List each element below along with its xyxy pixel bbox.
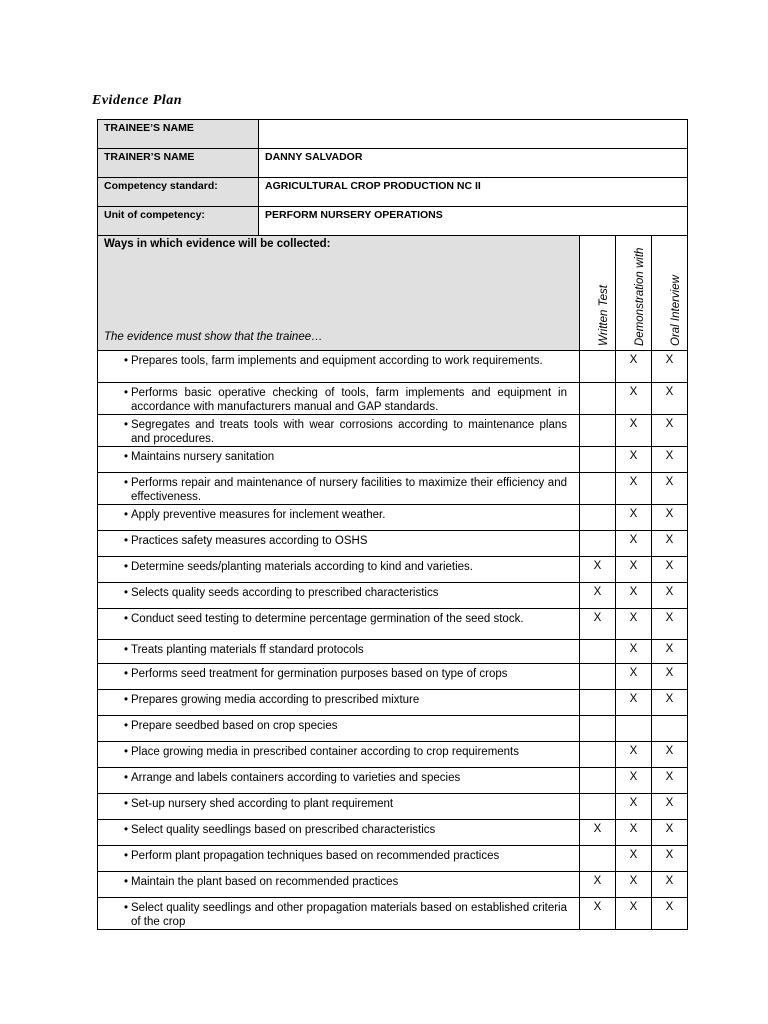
method-oral-interview-header bbox=[652, 236, 688, 351]
written-test-mark bbox=[580, 415, 616, 447]
oral-interview-mark: X bbox=[652, 609, 688, 640]
evidence-item-row bbox=[98, 557, 688, 583]
evidence-item-cell bbox=[98, 846, 580, 872]
evidence-item-text: Performs seed treatment for germination purposes based on type of crops bbox=[131, 668, 508, 680]
evidence-item-row bbox=[98, 794, 688, 820]
demonstration-mark: X bbox=[616, 609, 652, 640]
evidence-item-cell bbox=[98, 557, 580, 583]
evidence-item-row bbox=[98, 415, 688, 447]
evidence-item-cell bbox=[98, 898, 580, 930]
ways-heading: Ways in which evidence will be collected: bbox=[104, 238, 331, 250]
method-demonstration-label: Demonstration with bbox=[633, 247, 646, 346]
demonstration-mark: X bbox=[616, 640, 652, 664]
method-oral-interview-label: Oral Interview bbox=[669, 275, 682, 346]
written-test-mark bbox=[580, 473, 616, 505]
evidence-item-cell bbox=[98, 872, 580, 898]
evidence-item-text: Maintain the plant based on recommended practices bbox=[131, 876, 399, 888]
evidence-item-row bbox=[98, 383, 688, 415]
written-test-mark: X bbox=[580, 609, 616, 640]
bullet-icon: • bbox=[124, 387, 129, 399]
evidence-item-text: Select quality seedlings and other propagation materials based on established criteria of the crop bbox=[131, 902, 567, 928]
demonstration-mark: X bbox=[616, 583, 652, 609]
oral-interview-mark: X bbox=[652, 505, 688, 531]
evidence-item-row bbox=[98, 583, 688, 609]
bullet-icon: • bbox=[124, 772, 129, 784]
evidence-item-cell bbox=[98, 505, 580, 531]
bullet-icon: • bbox=[124, 668, 129, 680]
oral-interview-mark: X bbox=[652, 557, 688, 583]
evidence-item-row bbox=[98, 820, 688, 846]
evidence-item-text: Prepares tools, farm implements and equipment according to work requirements. bbox=[131, 355, 543, 367]
page-title: Evidence Plan bbox=[92, 93, 183, 108]
evidence-item-cell bbox=[98, 473, 580, 505]
evidence-item-row bbox=[98, 609, 688, 640]
oral-interview-mark: X bbox=[652, 846, 688, 872]
evidence-item-row bbox=[98, 447, 688, 473]
evidence-item-row bbox=[98, 768, 688, 794]
oral-interview-mark: X bbox=[652, 351, 688, 383]
evidence-item-text: Prepare seedbed based on crop species bbox=[131, 720, 338, 732]
bullet-icon: • bbox=[124, 477, 129, 489]
evidence-item-text: Set-up nursery shed according to plant requirement bbox=[131, 798, 394, 810]
bullet-icon: • bbox=[124, 419, 129, 431]
evidence-item-text: Performs basic operative checking of tools, farm implements and equipment in accordance with manufacturers manual and GAP standards. bbox=[131, 387, 567, 413]
written-test-mark bbox=[580, 794, 616, 820]
oral-interview-mark: X bbox=[652, 664, 688, 690]
written-test-mark bbox=[580, 383, 616, 415]
bullet-icon: • bbox=[124, 451, 129, 463]
evidence-item-text: Practices safety measures according to OSHS bbox=[131, 535, 368, 547]
demonstration-mark: X bbox=[616, 742, 652, 768]
oral-interview-mark: X bbox=[652, 473, 688, 505]
written-test-mark bbox=[580, 664, 616, 690]
evidence-item-text: Arrange and labels containers according to varieties and species bbox=[131, 772, 461, 784]
competency-standard-value: AGRICULTURAL CROP PRODUCTION NC II bbox=[259, 178, 688, 207]
demonstration-mark: X bbox=[616, 794, 652, 820]
demonstration-mark: X bbox=[616, 505, 652, 531]
evidence-item-row bbox=[98, 531, 688, 557]
method-written-test-label: Written Test bbox=[597, 285, 610, 346]
evidence-item-cell bbox=[98, 716, 580, 742]
evidence-item-cell bbox=[98, 820, 580, 846]
evidence-item-cell bbox=[98, 351, 580, 383]
evidence-item-cell bbox=[98, 664, 580, 690]
bullet-icon: • bbox=[124, 902, 129, 914]
demonstration-mark: X bbox=[616, 415, 652, 447]
ways-header-row bbox=[98, 236, 688, 351]
info-row-unit bbox=[98, 207, 688, 236]
evidence-item-text: Prepares growing media according to prescribed mixture bbox=[131, 694, 420, 706]
written-test-mark: X bbox=[580, 557, 616, 583]
evidence-item-cell bbox=[98, 383, 580, 415]
unit-of-competency-value: PERFORM NURSERY OPERATIONS bbox=[259, 207, 688, 236]
bullet-icon: • bbox=[124, 355, 129, 367]
evidence-item-row bbox=[98, 898, 688, 930]
evidence-item-row bbox=[98, 351, 688, 383]
written-test-mark bbox=[580, 742, 616, 768]
written-test-mark bbox=[580, 351, 616, 383]
trainer-name-label: TRAINER’S NAME bbox=[98, 149, 259, 178]
evidence-item-text: Determine seeds/planting materials according to kind and varieties. bbox=[131, 561, 473, 573]
evidence-item-row bbox=[98, 872, 688, 898]
written-test-mark bbox=[580, 640, 616, 664]
demonstration-mark: X bbox=[616, 690, 652, 716]
oral-interview-mark: X bbox=[652, 383, 688, 415]
trainee-name-value bbox=[259, 120, 688, 149]
oral-interview-mark: X bbox=[652, 742, 688, 768]
written-test-mark bbox=[580, 690, 616, 716]
evidence-item-text: Perform plant propagation techniques based on recommended practices bbox=[131, 850, 500, 862]
demonstration-mark: X bbox=[616, 898, 652, 930]
evidence-item-row bbox=[98, 846, 688, 872]
demonstration-mark: X bbox=[616, 664, 652, 690]
evidence-item-cell bbox=[98, 742, 580, 768]
evidence-item-row bbox=[98, 716, 688, 742]
oral-interview-mark: X bbox=[652, 898, 688, 930]
evidence-item-text: Treats planting materials ff standard protocols bbox=[131, 644, 364, 656]
evidence-item-row bbox=[98, 640, 688, 664]
method-written-test-header bbox=[580, 236, 616, 351]
evidence-item-cell bbox=[98, 794, 580, 820]
demonstration-mark: X bbox=[616, 531, 652, 557]
demonstration-mark: X bbox=[616, 383, 652, 415]
bullet-icon: • bbox=[124, 644, 129, 656]
demonstration-mark: X bbox=[616, 768, 652, 794]
demonstration-mark: X bbox=[616, 872, 652, 898]
demonstration-mark: X bbox=[616, 351, 652, 383]
oral-interview-mark bbox=[652, 716, 688, 742]
bullet-icon: • bbox=[124, 798, 129, 810]
demonstration-mark: X bbox=[616, 447, 652, 473]
written-test-mark bbox=[580, 531, 616, 557]
written-test-mark bbox=[580, 716, 616, 742]
demonstration-mark bbox=[616, 716, 652, 742]
evidence-item-cell bbox=[98, 447, 580, 473]
written-test-mark bbox=[580, 447, 616, 473]
oral-interview-mark: X bbox=[652, 820, 688, 846]
oral-interview-mark: X bbox=[652, 415, 688, 447]
evidence-item-text: Place growing media in prescribed container according to crop requirements bbox=[131, 746, 520, 758]
bullet-icon: • bbox=[124, 509, 129, 521]
evidence-item-cell bbox=[98, 690, 580, 716]
bullet-icon: • bbox=[124, 587, 129, 599]
bullet-icon: • bbox=[124, 535, 129, 547]
evidence-item-cell bbox=[98, 415, 580, 447]
bullet-icon: • bbox=[124, 720, 129, 732]
evidence-item-text: Apply preventive measures for inclement weather. bbox=[131, 509, 386, 521]
oral-interview-mark: X bbox=[652, 768, 688, 794]
trainee-name-label: TRAINEE’S NAME bbox=[98, 120, 259, 149]
evidence-item-cell bbox=[98, 583, 580, 609]
evidence-item-row bbox=[98, 690, 688, 716]
demonstration-mark: X bbox=[616, 473, 652, 505]
demonstration-mark: X bbox=[616, 557, 652, 583]
written-test-mark bbox=[580, 505, 616, 531]
bullet-icon: • bbox=[124, 694, 129, 706]
evidence-item-cell bbox=[98, 531, 580, 557]
bullet-icon: • bbox=[124, 876, 129, 888]
oral-interview-mark: X bbox=[652, 531, 688, 557]
evidence-items bbox=[98, 351, 688, 930]
ways-footer: The evidence must show that the trainee… bbox=[104, 331, 323, 343]
info-row-trainer bbox=[98, 149, 688, 178]
method-demonstration-header bbox=[616, 236, 652, 351]
bullet-icon: • bbox=[124, 613, 129, 625]
evidence-item-text: Performs repair and maintenance of nursery facilities to maximize their efficiency and effectiveness. bbox=[131, 477, 567, 503]
competency-standard-label: Competency standard: bbox=[98, 178, 259, 207]
evidence-plan-table bbox=[97, 119, 688, 930]
evidence-item-text: Selects quality seeds according to prescribed characteristics bbox=[131, 587, 439, 599]
written-test-mark: X bbox=[580, 872, 616, 898]
oral-interview-mark: X bbox=[652, 583, 688, 609]
oral-interview-mark: X bbox=[652, 690, 688, 716]
oral-interview-mark: X bbox=[652, 447, 688, 473]
info-row-trainee bbox=[98, 120, 688, 149]
bullet-icon: • bbox=[124, 824, 129, 836]
written-test-mark: X bbox=[580, 898, 616, 930]
written-test-mark bbox=[580, 846, 616, 872]
evidence-item-text: Segregates and treats tools with wear corrosions according to maintenance plans and procedures. bbox=[131, 419, 567, 445]
oral-interview-mark: X bbox=[652, 872, 688, 898]
oral-interview-mark: X bbox=[652, 794, 688, 820]
demonstration-mark: X bbox=[616, 846, 652, 872]
unit-of-competency-label: Unit of competency: bbox=[98, 207, 259, 236]
bullet-icon: • bbox=[124, 561, 129, 573]
written-test-mark: X bbox=[580, 583, 616, 609]
info-row-competency bbox=[98, 178, 688, 207]
evidence-item-text: Conduct seed testing to determine percentage germination of the seed stock. bbox=[131, 613, 524, 625]
written-test-mark bbox=[580, 768, 616, 794]
bullet-icon: • bbox=[124, 850, 129, 862]
demonstration-mark: X bbox=[616, 820, 652, 846]
evidence-item-row bbox=[98, 742, 688, 768]
evidence-item-row bbox=[98, 664, 688, 690]
trainer-name-value: DANNY SALVADOR bbox=[259, 149, 688, 178]
evidence-item-row bbox=[98, 473, 688, 505]
evidence-item-row bbox=[98, 505, 688, 531]
evidence-item-text: Maintains nursery sanitation bbox=[131, 451, 275, 463]
written-test-mark: X bbox=[580, 820, 616, 846]
evidence-item-cell bbox=[98, 609, 580, 640]
bullet-icon: • bbox=[124, 746, 129, 758]
oral-interview-mark: X bbox=[652, 640, 688, 664]
evidence-item-cell bbox=[98, 640, 580, 664]
evidence-item-cell bbox=[98, 768, 580, 794]
ways-cell bbox=[98, 236, 580, 351]
evidence-item-text: Select quality seedlings based on prescribed characteristics bbox=[131, 824, 436, 836]
